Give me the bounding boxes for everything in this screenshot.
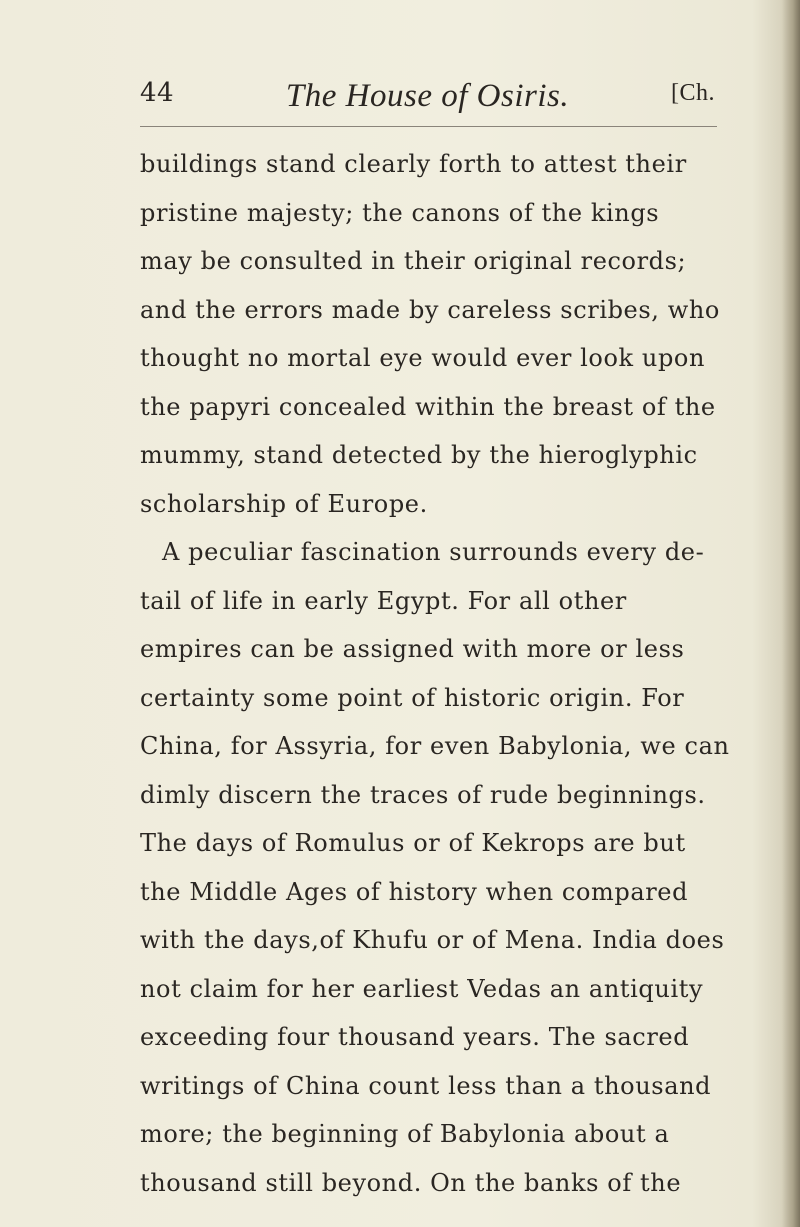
text-line: exceeding four thousand years. The sacred (140, 1023, 690, 1051)
text-line: writings of China count less than a thousand (140, 1071, 712, 1100)
page-edge-shadow (782, 0, 800, 1227)
text-line: dimly discern the traces of rude beginnings. (140, 780, 706, 809)
text-line: and the errors made by careless scribes, who (140, 295, 720, 324)
text-line: empires can be assigned with more or less (140, 635, 685, 663)
text-line: thought no mortal eye would ever look upon (140, 344, 706, 372)
text-line: the Middle Ages of history when compared (140, 877, 689, 906)
text-line: scholarship of Europe. (140, 489, 428, 518)
text-line: pristine majesty; the canons of the kings (140, 198, 660, 227)
text-line: thousand still beyond. On the banks of the (140, 1168, 682, 1197)
running-head (140, 78, 715, 118)
page-number: 44 (140, 78, 175, 108)
body-text (140, 140, 740, 1207)
text-line: A peculiar fascination surrounds every de- (162, 538, 705, 566)
text-line: more; the beginning of Babylonia about a (140, 1120, 670, 1148)
text-line: certainty some point of historic origin. For (140, 683, 685, 712)
text-line: tail of life in early Egypt. For all other (140, 586, 627, 615)
text-line: the papyri concealed within the breast of the (140, 392, 716, 421)
book-title: The House of Osiris. (285, 78, 570, 114)
text-line: The days of Romulus or of Kekrops are but (140, 829, 686, 857)
text-line: buildings stand clearly forth to attest their (140, 150, 687, 178)
text-line: China, for Assyria, for even Babylonia, we can (140, 732, 730, 760)
text-line: mummy, stand detected by the hieroglyphic (140, 441, 698, 469)
header-rule (140, 126, 717, 127)
text-line: not claim for her earliest Vedas an antiquity (140, 974, 704, 1003)
chapter-reference: [Ch. (671, 80, 715, 106)
text-line: with the days,of Khufu or of Mena. India does (140, 926, 725, 954)
text-line: may be consulted in their original records; (140, 247, 687, 275)
